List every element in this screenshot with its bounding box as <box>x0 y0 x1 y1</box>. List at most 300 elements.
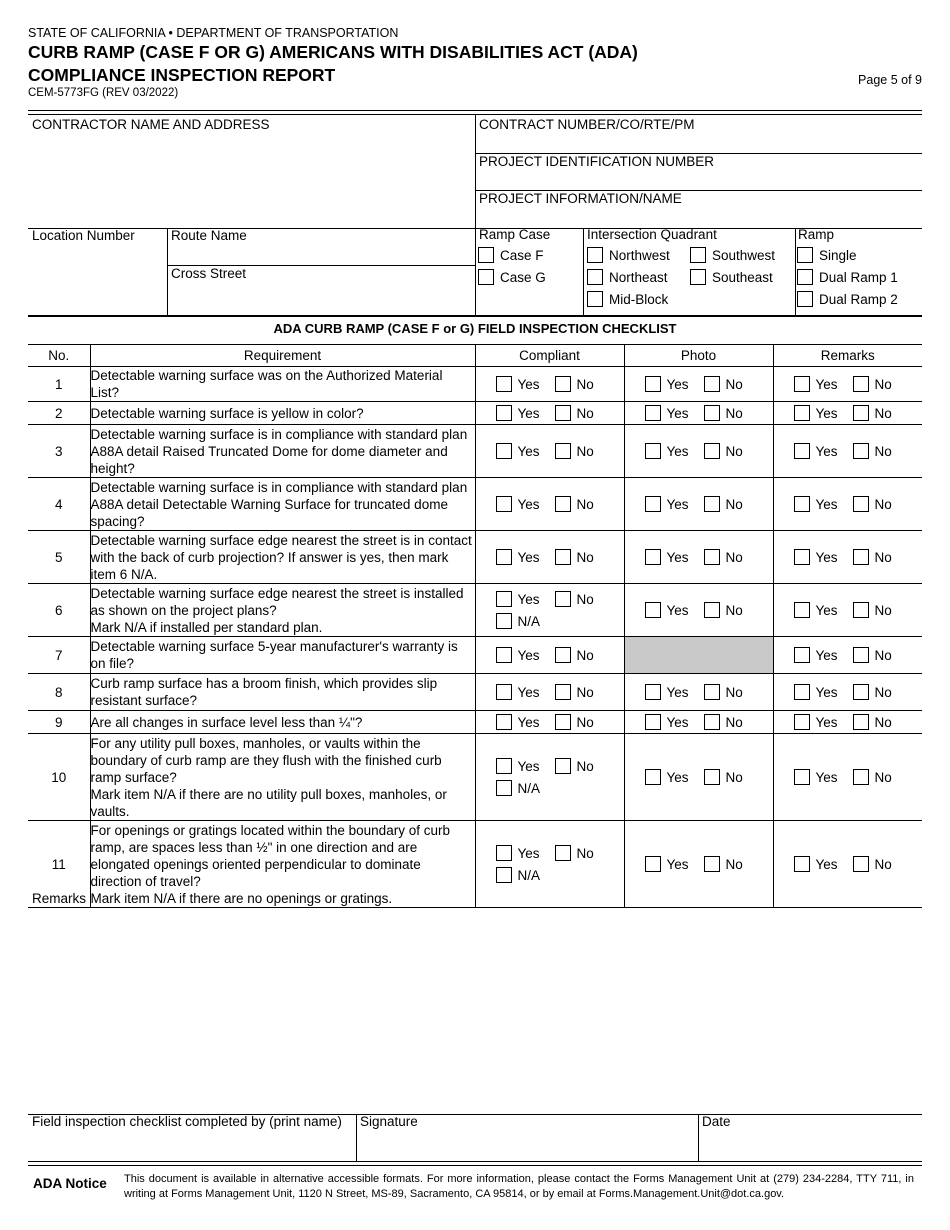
no-label: No <box>576 758 594 774</box>
remarks-choices <box>774 493 923 515</box>
no-option[interactable] <box>555 373 614 395</box>
compliant-cell <box>475 734 624 821</box>
yes-option[interactable] <box>496 440 555 462</box>
no-option[interactable] <box>704 681 763 703</box>
option-label: Case F <box>500 247 544 263</box>
row-number: 6 <box>28 584 90 637</box>
col-divider <box>167 228 168 315</box>
col-divider <box>698 1114 699 1161</box>
checklist-row <box>28 402 922 425</box>
no-label: No <box>874 376 892 392</box>
yes-label: Yes <box>666 405 689 421</box>
single-ramp-option[interactable] <box>797 247 857 263</box>
yes-option[interactable] <box>645 711 704 733</box>
yes-checkbox[interactable] <box>645 714 661 730</box>
requirement-line: Mark item N/A if there are no utility pull boxes, manholes, or vaults. <box>90 786 447 819</box>
yes-label: Yes <box>815 647 838 663</box>
col-header-photo: Photo <box>624 345 773 367</box>
yes-label: Yes <box>666 496 689 512</box>
requirement-line: For openings or gratings located within the boundary of curb ramp, are spaces less than ½" in one direction and are elongated openings oriented perpendicular to dominate direction of travel? <box>90 822 450 889</box>
photo-choices <box>625 493 773 515</box>
yes-option[interactable] <box>645 373 704 395</box>
yes-checkbox[interactable] <box>496 845 512 861</box>
case-g-option[interactable] <box>478 269 546 285</box>
checkbox[interactable] <box>587 247 603 263</box>
option-label: Dual Ramp 2 <box>819 291 898 307</box>
yes-option[interactable] <box>645 546 704 568</box>
yes-option[interactable] <box>794 853 853 875</box>
no-option[interactable] <box>853 599 912 621</box>
no-label: No <box>874 549 892 565</box>
no-option[interactable] <box>704 546 763 568</box>
yes-label: Yes <box>815 549 838 565</box>
cross-street-field[interactable]: Cross Street <box>171 266 247 281</box>
yes-checkbox[interactable] <box>794 405 810 421</box>
no-option[interactable] <box>853 493 912 515</box>
photo-cell <box>624 734 773 821</box>
no-option[interactable] <box>704 853 763 875</box>
yes-option[interactable] <box>794 644 853 666</box>
no-option[interactable] <box>555 711 614 733</box>
photo-cell <box>624 674 773 711</box>
no-checkbox[interactable] <box>704 714 720 730</box>
checkbox[interactable] <box>797 291 813 307</box>
remarks-cell <box>773 674 922 711</box>
row-number: 7 <box>28 637 90 674</box>
no-checkbox[interactable] <box>853 684 869 700</box>
yes-option[interactable] <box>496 546 555 568</box>
no-option[interactable] <box>704 493 763 515</box>
southwest-option[interactable] <box>690 247 775 263</box>
compliant-choices <box>476 588 624 632</box>
requirement-text <box>90 674 475 711</box>
yes-checkbox[interactable] <box>496 549 512 565</box>
checklist-row <box>28 531 922 584</box>
no-checkbox[interactable] <box>555 714 571 730</box>
yes-option[interactable] <box>794 493 853 515</box>
yes-checkbox[interactable] <box>645 405 661 421</box>
yes-option[interactable] <box>645 766 704 788</box>
requirement-line: Detectable warning surface was on the Authorized Material List? <box>90 368 443 400</box>
row-number: 1 <box>28 367 90 402</box>
yes-checkbox[interactable] <box>496 405 512 421</box>
yes-checkbox[interactable] <box>794 856 810 872</box>
yes-checkbox[interactable] <box>645 769 661 785</box>
project-id-field[interactable]: PROJECT IDENTIFICATION NUMBER <box>479 154 715 169</box>
na-option[interactable] <box>496 777 555 799</box>
yes-checkbox[interactable] <box>496 443 512 459</box>
yes-option[interactable] <box>496 681 555 703</box>
no-option[interactable] <box>555 644 614 666</box>
yes-label: Yes <box>517 496 540 512</box>
rule <box>28 1165 922 1166</box>
no-option[interactable] <box>704 402 763 424</box>
no-checkbox[interactable] <box>555 405 571 421</box>
remarks-choices <box>774 644 923 666</box>
photo-choices <box>625 766 773 788</box>
no-option[interactable] <box>704 440 763 462</box>
yes-label: Yes <box>666 549 689 565</box>
compliant-choices <box>476 681 624 703</box>
no-checkbox[interactable] <box>704 376 720 392</box>
no-checkbox[interactable] <box>704 496 720 512</box>
no-option[interactable] <box>853 546 912 568</box>
rule <box>28 1161 922 1162</box>
no-option[interactable] <box>555 546 614 568</box>
remarks-cell <box>773 478 922 531</box>
no-checkbox[interactable] <box>555 758 571 774</box>
no-checkbox[interactable] <box>853 376 869 392</box>
remarks-choices <box>774 402 923 424</box>
yes-checkbox[interactable] <box>496 376 512 392</box>
yes-label: Yes <box>815 496 838 512</box>
requirement-text <box>90 711 475 734</box>
checklist-row <box>28 674 922 711</box>
compliant-cell <box>475 478 624 531</box>
no-option[interactable] <box>853 373 912 395</box>
no-checkbox[interactable] <box>853 856 869 872</box>
no-option[interactable] <box>555 440 614 462</box>
row-number: 10 <box>28 734 90 821</box>
col-divider <box>583 228 584 315</box>
northwest-option[interactable] <box>587 247 670 263</box>
yes-label: Yes <box>815 684 838 700</box>
no-checkbox[interactable] <box>853 647 869 663</box>
compliant-cell <box>475 367 624 402</box>
checkbox[interactable] <box>690 247 706 263</box>
no-checkbox[interactable] <box>853 769 869 785</box>
photo-choices <box>625 373 773 395</box>
yes-label: Yes <box>666 684 689 700</box>
yes-checkbox[interactable] <box>794 769 810 785</box>
no-label: No <box>725 549 743 565</box>
no-checkbox[interactable] <box>704 443 720 459</box>
checklist-row <box>28 734 922 821</box>
requirement-text <box>90 531 475 584</box>
requirement-line: Detectable warning surface edge nearest the street is installed as shown on the project plans? <box>90 585 464 618</box>
ramp-case-label: Ramp Case <box>479 227 551 242</box>
no-checkbox[interactable] <box>555 647 571 663</box>
requirement-text <box>90 367 475 402</box>
yes-option[interactable] <box>496 373 555 395</box>
yes-checkbox[interactable] <box>794 647 810 663</box>
option-label: Southeast <box>712 269 773 285</box>
na-checkbox[interactable] <box>496 780 512 796</box>
yes-option[interactable] <box>496 711 555 733</box>
yes-option[interactable] <box>645 853 704 875</box>
yes-option[interactable] <box>496 402 555 424</box>
requirement-text <box>90 734 475 821</box>
remarks-choices <box>774 766 923 788</box>
yes-label: Yes <box>666 602 689 618</box>
form-title <box>28 41 788 87</box>
na-option[interactable] <box>496 864 555 886</box>
dual-ramp-1-option[interactable] <box>797 269 898 285</box>
northeast-option[interactable] <box>587 269 668 285</box>
yes-option[interactable] <box>496 755 555 777</box>
no-checkbox[interactable] <box>555 549 571 565</box>
no-label: No <box>576 549 594 565</box>
yes-checkbox[interactable] <box>496 591 512 607</box>
remarks-cell <box>773 734 922 821</box>
yes-checkbox[interactable] <box>794 602 810 618</box>
yes-label: Yes <box>666 856 689 872</box>
photo-cell <box>624 711 773 734</box>
no-checkbox[interactable] <box>704 769 720 785</box>
yes-checkbox[interactable] <box>794 443 810 459</box>
yes-label: Yes <box>666 443 689 459</box>
checkbox[interactable] <box>587 291 603 307</box>
checklist-title: ADA CURB RAMP (CASE F or G) FIELD INSPECTION CHECKLIST <box>273 321 677 336</box>
yes-checkbox[interactable] <box>645 602 661 618</box>
checklist-row <box>28 637 922 674</box>
remarks-cell <box>773 531 922 584</box>
no-checkbox[interactable] <box>704 405 720 421</box>
na-checkbox[interactable] <box>496 867 512 883</box>
no-option[interactable] <box>853 402 912 424</box>
mid-block-option[interactable] <box>587 291 668 307</box>
no-label: No <box>725 443 743 459</box>
na-option[interactable] <box>496 610 555 632</box>
yes-checkbox[interactable] <box>496 684 512 700</box>
yes-checkbox[interactable] <box>645 684 661 700</box>
no-checkbox[interactable] <box>555 591 571 607</box>
row-number: 11 <box>28 821 90 908</box>
compliant-cell <box>475 584 624 637</box>
location-number-field[interactable]: Location Number <box>32 228 135 243</box>
yes-checkbox[interactable] <box>794 684 810 700</box>
checklist-row <box>28 584 922 637</box>
remarks-cell <box>773 425 922 478</box>
no-option[interactable] <box>555 493 614 515</box>
remarks-cell <box>773 584 922 637</box>
no-option[interactable] <box>853 681 912 703</box>
requirement-line: Curb ramp surface has a broom finish, which provides slip resistant surface? <box>90 676 438 708</box>
no-checkbox[interactable] <box>853 443 869 459</box>
no-label: No <box>874 602 892 618</box>
yes-checkbox[interactable] <box>645 376 661 392</box>
no-option[interactable] <box>555 588 614 610</box>
yes-label: Yes <box>815 376 838 392</box>
contract-number-field[interactable]: CONTRACT NUMBER/CO/RTE/PM <box>479 117 695 132</box>
yes-label: Yes <box>517 376 540 392</box>
no-checkbox[interactable] <box>555 845 571 861</box>
yes-label: Yes <box>517 684 540 700</box>
no-checkbox[interactable] <box>555 376 571 392</box>
no-checkbox[interactable] <box>853 549 869 565</box>
remarks-cell <box>773 367 922 402</box>
yes-label: Yes <box>666 769 689 785</box>
yes-label: Yes <box>815 714 838 730</box>
requirement-line: Detectable warning surface is in compliance with standard plan A88A detail Raised Truncated Dome for dome diameter and height? <box>90 426 468 476</box>
no-checkbox[interactable] <box>704 684 720 700</box>
yes-option[interactable] <box>645 599 704 621</box>
ada-notice-label: ADA Notice <box>33 1176 107 1191</box>
no-option[interactable] <box>853 853 912 875</box>
yes-option[interactable] <box>794 599 853 621</box>
form-title-line1: CURB RAMP (CASE F OR G) AMERICANS WITH DISABILITIES ACT (ADA) <box>28 42 638 62</box>
photo-choices <box>625 440 773 462</box>
yes-checkbox[interactable] <box>496 647 512 663</box>
no-option[interactable] <box>853 711 912 733</box>
no-label: No <box>576 684 594 700</box>
option-label: Dual Ramp 1 <box>819 269 898 285</box>
requirement-line: Detectable warning surface edge nearest the street is in contact with the back of curb projection? If answer is yes, then mark item 6 N/A. <box>90 532 472 582</box>
no-checkbox[interactable] <box>555 443 571 459</box>
checkbox[interactable] <box>478 247 494 263</box>
yes-checkbox[interactable] <box>794 714 810 730</box>
checkbox[interactable] <box>478 269 494 285</box>
compliant-choices <box>476 402 624 424</box>
yes-option[interactable] <box>794 546 853 568</box>
yes-option[interactable] <box>496 644 555 666</box>
na-checkbox[interactable] <box>496 613 512 629</box>
yes-label: Yes <box>517 405 540 421</box>
photo-cell-disabled <box>624 637 773 674</box>
checkbox[interactable] <box>690 269 706 285</box>
requirement-line: Mark N/A if installed per standard plan. <box>90 619 323 635</box>
compliant-choices <box>476 711 624 733</box>
no-option[interactable] <box>555 402 614 424</box>
yes-checkbox[interactable] <box>794 549 810 565</box>
no-checkbox[interactable] <box>704 602 720 618</box>
yes-option[interactable] <box>496 842 555 864</box>
no-option[interactable] <box>853 644 912 666</box>
no-label: No <box>576 443 594 459</box>
form-title-line2: COMPLIANCE INSPECTION REPORT <box>28 65 336 85</box>
option-label: Single <box>819 247 857 263</box>
requirement-line: Detectable warning surface 5-year manufacturer's warranty is on file? <box>90 639 458 671</box>
no-checkbox[interactable] <box>853 496 869 512</box>
no-option[interactable] <box>704 711 763 733</box>
checklist-row <box>28 711 922 734</box>
yes-option[interactable] <box>496 588 555 610</box>
no-checkbox[interactable] <box>853 602 869 618</box>
checklist-row <box>28 367 922 402</box>
compliant-choices <box>476 644 624 666</box>
yes-label: Yes <box>517 758 540 774</box>
no-option[interactable] <box>555 842 614 864</box>
case-f-option[interactable] <box>478 247 544 263</box>
no-checkbox[interactable] <box>853 405 869 421</box>
no-option[interactable] <box>555 755 614 777</box>
no-label: No <box>725 684 743 700</box>
yes-checkbox[interactable] <box>794 376 810 392</box>
no-label: No <box>874 647 892 663</box>
compliant-choices <box>476 755 624 799</box>
checkbox[interactable] <box>587 269 603 285</box>
yes-label: Yes <box>666 376 689 392</box>
checklist-row <box>28 478 922 531</box>
no-label: No <box>874 856 892 872</box>
option-label: Case G <box>500 269 546 285</box>
yes-option[interactable] <box>794 711 853 733</box>
yes-option[interactable] <box>794 766 853 788</box>
checkbox[interactable] <box>797 247 813 263</box>
remarks-choices <box>774 599 923 621</box>
no-label: No <box>874 405 892 421</box>
requirement-text <box>90 637 475 674</box>
yes-option[interactable] <box>645 402 704 424</box>
yes-option[interactable] <box>645 493 704 515</box>
no-option[interactable] <box>704 599 763 621</box>
no-label: No <box>725 376 743 392</box>
no-checkbox[interactable] <box>704 549 720 565</box>
remarks-cell <box>773 821 922 908</box>
yes-checkbox[interactable] <box>496 714 512 730</box>
completed-by-field[interactable]: Field inspection checklist completed by (print name) <box>32 1114 342 1129</box>
yes-option[interactable] <box>794 373 853 395</box>
dual-ramp-2-option[interactable] <box>797 291 898 307</box>
yes-option[interactable] <box>794 681 853 703</box>
checklist-row <box>28 425 922 478</box>
photo-cell <box>624 402 773 425</box>
no-option[interactable] <box>853 766 912 788</box>
remarks-choices <box>774 373 923 395</box>
no-option[interactable] <box>704 766 763 788</box>
yes-label: Yes <box>517 549 540 565</box>
photo-cell <box>624 425 773 478</box>
no-checkbox[interactable] <box>555 684 571 700</box>
contractor-field[interactable]: CONTRACTOR NAME AND ADDRESS <box>32 117 270 132</box>
no-label: No <box>874 443 892 459</box>
na-label: N/A <box>517 613 541 629</box>
no-label: No <box>725 769 743 785</box>
photo-choices <box>625 853 773 875</box>
signature-field[interactable]: Signature <box>360 1114 418 1129</box>
option-label: Southwest <box>712 247 776 263</box>
no-checkbox[interactable] <box>555 496 571 512</box>
route-name-field[interactable]: Route Name <box>171 228 247 243</box>
yes-checkbox[interactable] <box>645 496 661 512</box>
yes-label: Yes <box>517 714 540 730</box>
yes-label: Yes <box>815 856 838 872</box>
col-header-no: No. <box>28 345 90 367</box>
yes-label: Yes <box>815 769 838 785</box>
no-option[interactable] <box>853 440 912 462</box>
yes-checkbox[interactable] <box>645 549 661 565</box>
yes-option[interactable] <box>794 402 853 424</box>
southeast-option[interactable] <box>690 269 773 285</box>
yes-checkbox[interactable] <box>496 496 512 512</box>
yes-checkbox[interactable] <box>794 496 810 512</box>
no-option[interactable] <box>555 681 614 703</box>
remarks-choices <box>774 546 923 568</box>
photo-choices <box>625 402 773 424</box>
checkbox[interactable] <box>797 269 813 285</box>
project-info-field[interactable]: PROJECT INFORMATION/NAME <box>479 191 682 206</box>
yes-checkbox[interactable] <box>645 856 661 872</box>
yes-checkbox[interactable] <box>645 443 661 459</box>
date-field[interactable]: Date <box>702 1114 731 1129</box>
row-number: 2 <box>28 402 90 425</box>
no-option[interactable] <box>704 373 763 395</box>
no-label: No <box>874 496 892 512</box>
photo-cell <box>624 367 773 402</box>
yes-option[interactable] <box>645 440 704 462</box>
yes-checkbox[interactable] <box>496 758 512 774</box>
quadrant-label: Intersection Quadrant <box>587 227 717 242</box>
remarks-field[interactable]: Remarks <box>32 891 87 906</box>
no-checkbox[interactable] <box>704 856 720 872</box>
no-checkbox[interactable] <box>853 714 869 730</box>
yes-option[interactable] <box>645 681 704 703</box>
remarks-cell <box>773 711 922 734</box>
yes-option[interactable] <box>794 440 853 462</box>
yes-option[interactable] <box>496 493 555 515</box>
no-label: No <box>874 769 892 785</box>
requirement-line: Detectable warning surface is yellow in color? <box>90 405 364 421</box>
